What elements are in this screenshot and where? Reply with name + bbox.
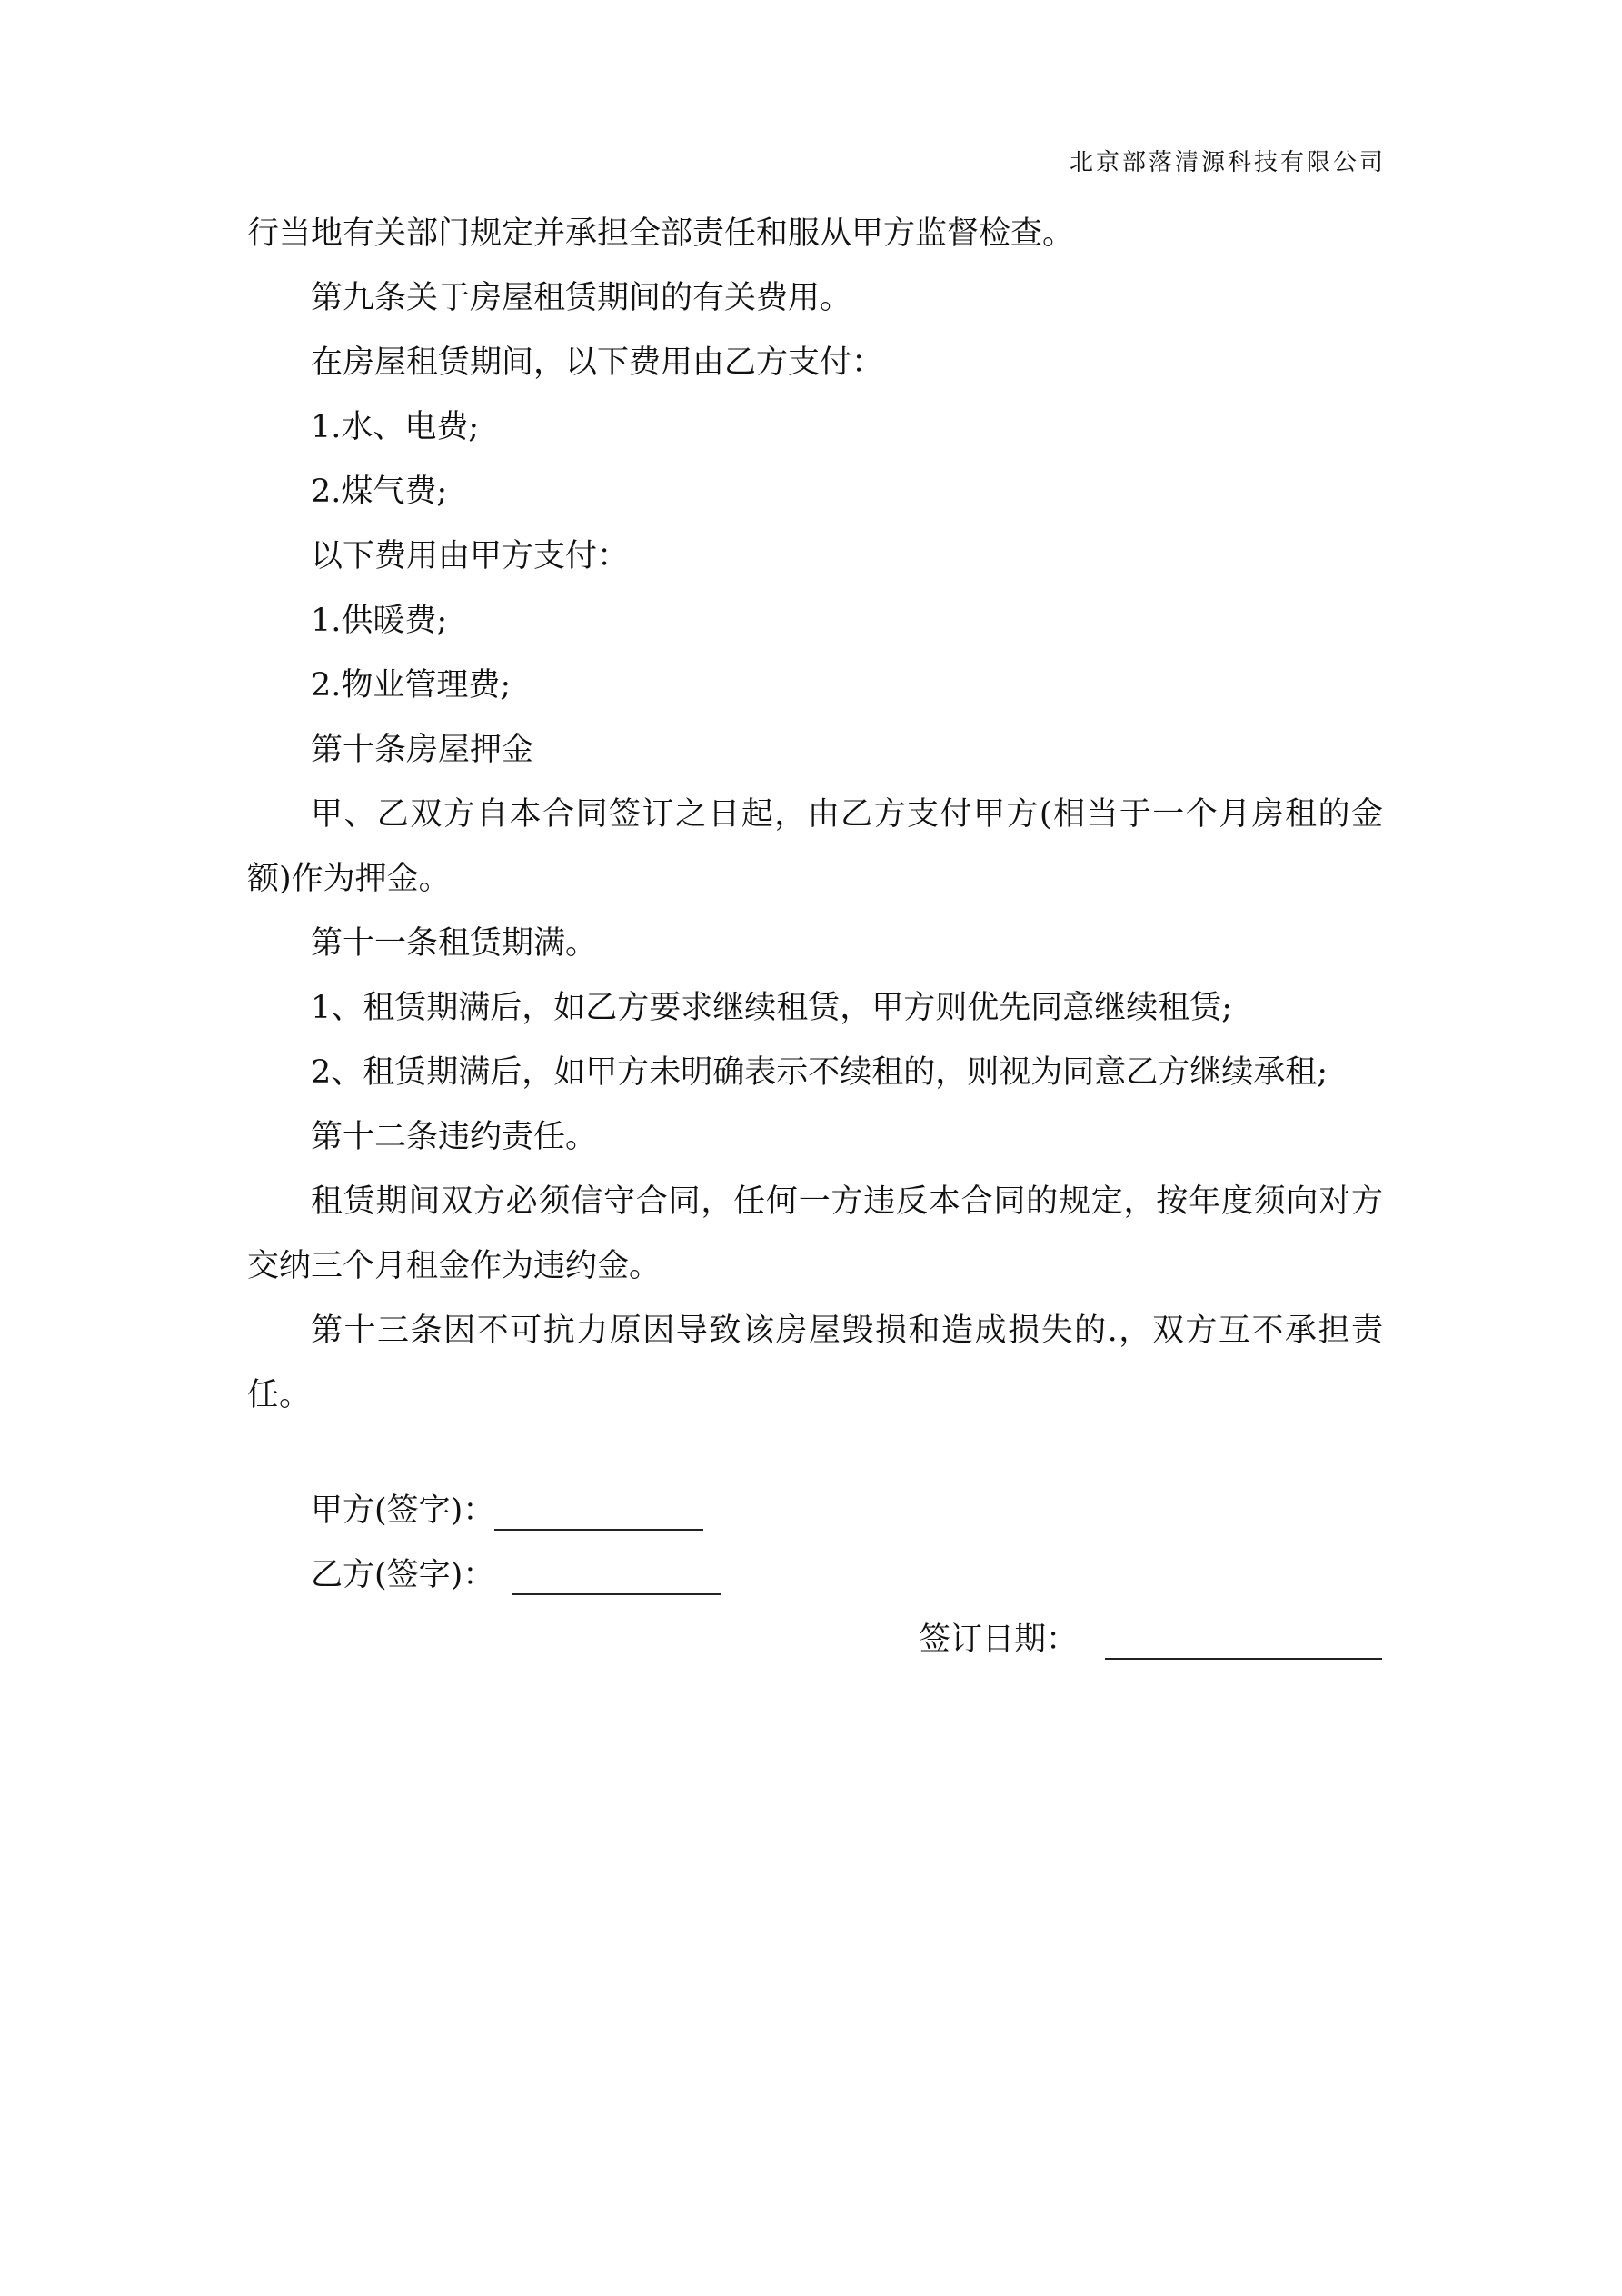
breach-clause: 租赁期间双方必须信守合同，任何一方违反本合同的规定，按年度须向对方交纳三个月租金作为违约金。 bbox=[247, 1183, 1383, 1284]
party-a-label: 甲方(签字)： bbox=[311, 1492, 495, 1529]
tenant-fee-item: 2.煤气费; bbox=[311, 474, 448, 510]
lease-expiry-item: 2、租赁期满后，如甲方未明确表示不续租的，则视为同意乙方继续承租; bbox=[311, 1054, 1328, 1091]
party-b-label: 乙方(签字)： bbox=[311, 1557, 495, 1593]
article-10-title: 第十条房屋押金 bbox=[311, 732, 534, 768]
landlord-fee-item: 1.供暖费; bbox=[311, 603, 448, 639]
article-12-title: 第十二条违约责任。 bbox=[311, 1119, 598, 1155]
signing-date bbox=[919, 1614, 1382, 1660]
contract-body bbox=[247, 202, 1383, 1428]
tenant-fees-intro: 在房屋租赁期间，以下费用由乙方支付： bbox=[311, 344, 884, 381]
deposit-clause: 甲、乙双方自本合同签订之日起，由乙方支付甲方(相当于一个月房租的金额)作为押金。 bbox=[247, 796, 1383, 897]
party-a-signature-line[interactable] bbox=[494, 1496, 703, 1531]
landlord-fees-intro: 以下费用由甲方支付： bbox=[311, 538, 630, 574]
article-13-clause: 第十三条因不可抗力原因导致该房屋毁损和造成损失的.，双方互不承担责任。 bbox=[247, 1313, 1383, 1413]
landlord-fee-item: 2.物业管理费; bbox=[311, 667, 512, 704]
signing-date-label: 签订日期： bbox=[919, 1622, 1079, 1658]
party-a-signature bbox=[311, 1485, 703, 1531]
party-b-signature-line[interactable] bbox=[512, 1561, 721, 1595]
company-header: 北京部落清源科技有限公司 bbox=[1069, 149, 1386, 176]
article-9-title: 第九条关于房屋租赁期间的有关费用。 bbox=[311, 280, 852, 316]
paragraph-continuation: 行当地有关部门规定并承担全部责任和服从甲方监督检查。 bbox=[247, 215, 1075, 252]
article-11-title: 第十一条租赁期满。 bbox=[311, 925, 598, 962]
signing-date-line[interactable] bbox=[1105, 1625, 1382, 1660]
party-b-signature bbox=[311, 1550, 721, 1595]
tenant-fee-item: 1.水、电费; bbox=[311, 409, 480, 445]
lease-expiry-item: 1、租赁期满后，如乙方要求继续租赁，甲方则优先同意继续租赁; bbox=[311, 990, 1233, 1026]
